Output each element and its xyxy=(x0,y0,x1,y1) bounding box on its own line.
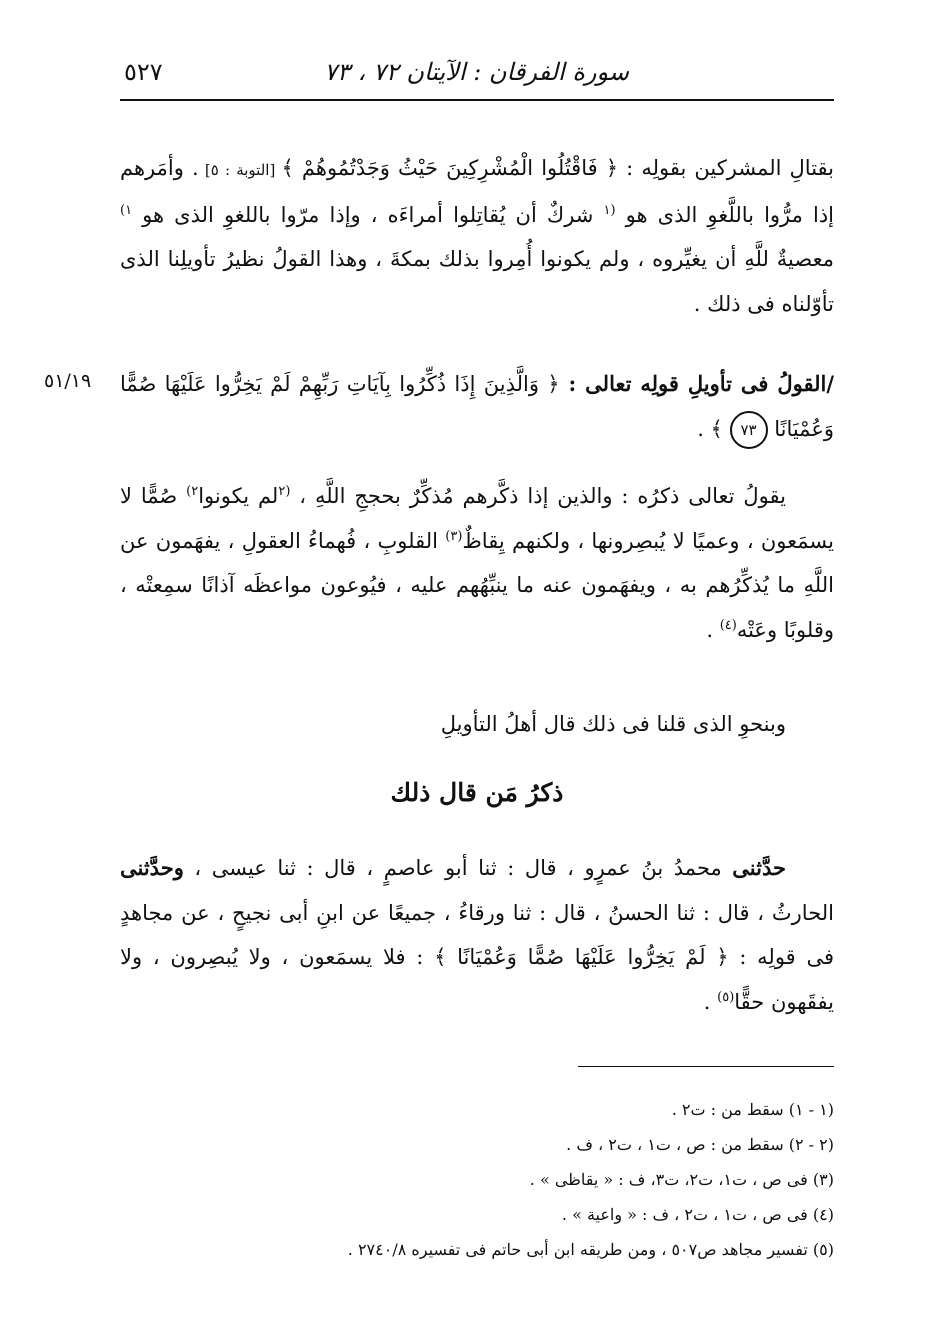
footnote-1: (١ - ١) سقط من : ت٢ . xyxy=(671,1100,834,1119)
quran-verse-quote: ﴿ لَمْ يَخِرُّوا عَلَيْهَا صُمًّا وَعُمْيَانًا ﴾ xyxy=(434,945,729,969)
para1-text-3: شركٌ أن يُقاتِلوا أمراءَه ، وإذا مرّوا باللغوِ الذى هو xyxy=(132,202,604,227)
verse-number-ornament: ٧٣ xyxy=(730,411,768,449)
paragraph-5 xyxy=(120,846,834,1024)
header-rule xyxy=(120,99,834,101)
page-number: ٥٢٧ xyxy=(124,58,163,86)
footnote-marker: (٥) xyxy=(717,989,735,1005)
para3-text-4: القلوبِ ، فُهماءُ العقولِ ، يفهَمون عن اللَّهِ ما يُذكِّرُهم به ، ويفهَمون عنه ما ينبِّهُهم عليه ، فيُوعون مواعظَه آذانًا سمِعتْه ، وقلوبًا وعَتْه xyxy=(120,528,834,642)
para3-text-3: صُمًّا لا يسمَعون ، وعميًا لا يُبصِرونها ، ولكنهم يِقاظٌ xyxy=(120,484,835,553)
footnote-rule xyxy=(578,1066,834,1067)
para1-text-4: معصيةٌ للَّهِ أن يغيِّروه ، ولم يكونوا أُمِروا بذلك بمكةَ ، وهذا القولُ نظيرُ تأويلِنا الذى تأوّلناه فى ذلك . xyxy=(120,247,834,316)
paragraph-3 xyxy=(120,474,834,652)
footnote-4: (٤) فى ص ، ت١ ، ت٢ ، ف : « واعية » . xyxy=(561,1205,834,1224)
footnotes xyxy=(200,1092,834,1267)
footnote-marker: ٢) xyxy=(186,484,199,499)
page-header xyxy=(122,52,834,94)
footnote-marker: ١) xyxy=(120,202,133,218)
hadith-lead: حدَّثنى xyxy=(732,855,786,880)
footnote-marker: (١ xyxy=(603,202,616,218)
para1-text-2: . وأمَرهم إذا مرُّوا باللَّغوِ الذى هو xyxy=(120,156,834,227)
footnote-3: (٣) فى ص ، ت١، ت٢، ت٣، ف : « يقاظى » . xyxy=(529,1170,834,1189)
footnote-5: (٥) تفسير مجاهد ص٥٠٧ ، ومن طريقه ابن أبى حاتم فى تفسيره ٢٧٤٠/٨ . xyxy=(347,1240,834,1259)
verse-close: ﴾ . xyxy=(697,416,730,441)
para1-text-1: بقتالِ المشركين بقولِه : xyxy=(618,156,834,180)
para5-text-4: . xyxy=(703,989,718,1014)
margin-volume-page-note: ٥١/١٩ xyxy=(44,370,92,392)
para3-text-5: . xyxy=(706,617,720,642)
para5-text-1: محمدُ بنُ عمرٍو ، قال : ثنا أبو عاصمٍ ، قال : ثنا عيسى ، xyxy=(183,856,733,880)
verse-reference: [التوبة : ٥] xyxy=(198,161,282,179)
footnote-marker: (٤) xyxy=(719,617,737,633)
footnote-marker: (٣) xyxy=(445,528,463,544)
paragraph-2 xyxy=(120,362,834,451)
section-lead: /القولُ فى تأويلِ قولِه تعالى : xyxy=(559,371,835,396)
para3-text-2: لم يكونوا xyxy=(198,484,279,508)
footnote-marker: (٢ xyxy=(278,484,291,499)
quran-verse-tawbah: ﴿ فَاقْتُلُوا الْمُشْرِكِينَ حَيْثُ وَجَدْتُمُوهُمْ ﴾ xyxy=(281,156,619,180)
para4-text: وبنحوِ الذى قلنا فى ذلك قال أهلُ التأويلِ xyxy=(440,712,786,736)
footnote-2: (٢ - ٢) سقط من : ص ، ت١ ، ت٢ ، ف . xyxy=(566,1135,834,1154)
quran-verse-furqan-73: ﴿ وَالَّذِينَ إِذَا ذُكِّرُوا بِآيَاتِ رَبِّهِمْ لَمْ يَخِرُّوا عَلَيْهَا صُمًّا وَعُمْيَانًا xyxy=(120,372,834,441)
para5-text-2: الحارثُ ، قال : ثنا الحسنُ ، قال : ثنا ورقاءُ ، جميعًا عن ابنِ أبى نجيحٍ ، عن مجاهدٍ فى قولِه : xyxy=(120,900,834,969)
paragraph-4 xyxy=(120,702,834,747)
paragraph-1 xyxy=(120,146,834,326)
para5-text-3: : فلا يسمَعون ، ولا يُبصِرون ، ولا يفقَهون حقًّا xyxy=(120,945,834,1014)
running-title: سورة الفرقان : الآيتان ٧٢ ، ٧٣ xyxy=(324,58,629,86)
hadith-lead-2: وحدَّثنى xyxy=(120,855,184,880)
para3-text-1: يقولُ تعالى ذكرُه : والذين إذا ذكَّرهم مُذكِّرٌ بحججِ اللَّهِ ، xyxy=(290,484,786,508)
section-heading: ذكرُ مَن قال ذلك xyxy=(390,778,564,807)
